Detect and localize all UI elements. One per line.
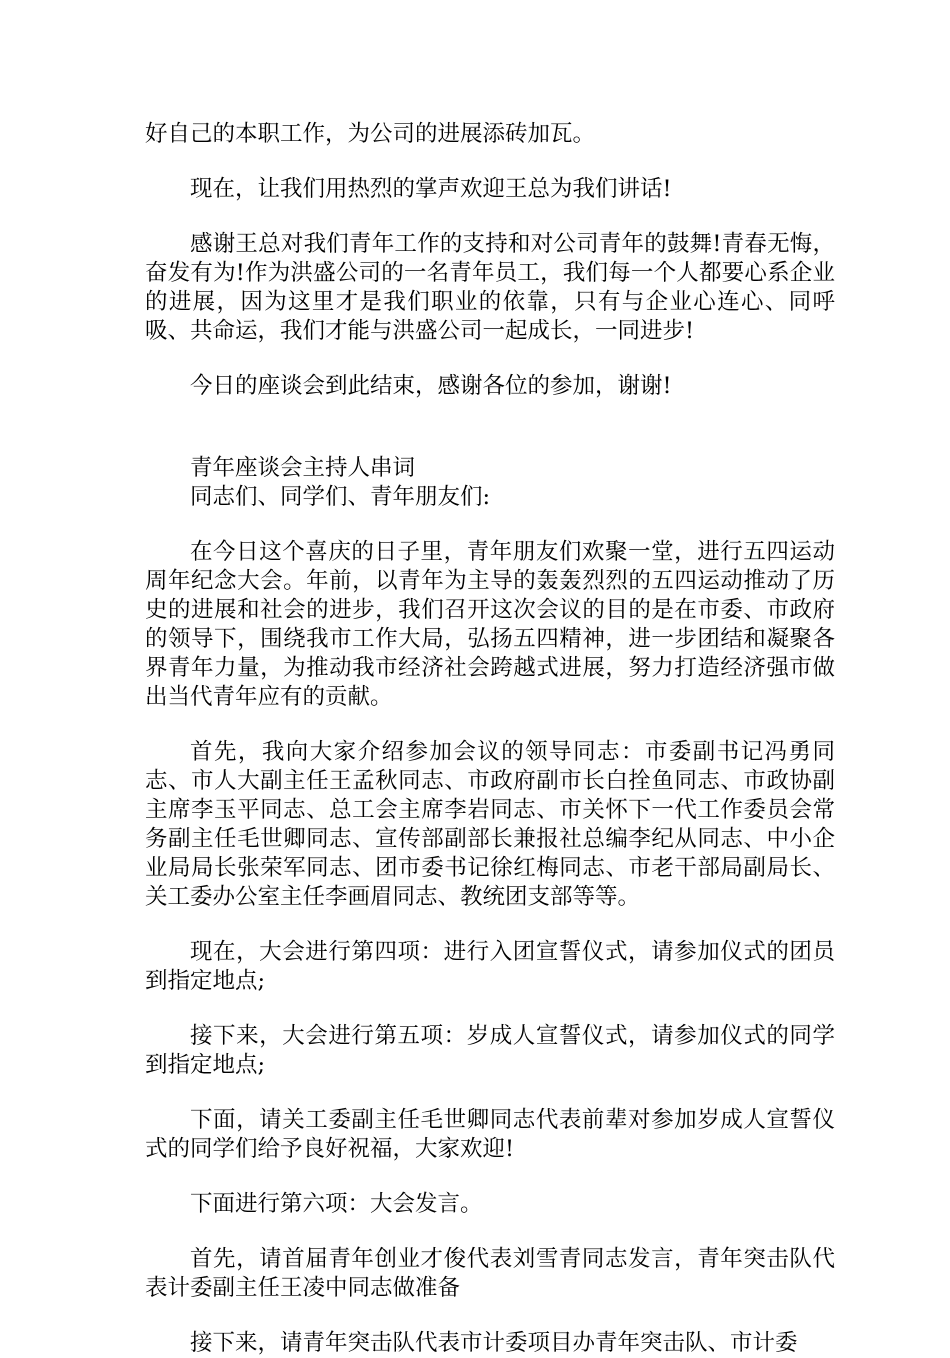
paragraph-introductions: 首先，我向大家介绍参加会议的领导同志：市委副书记冯勇同志、市人大副主任王孟秋同志、市政府副市长白拴鱼同志、市政协副主席李玉平同志、总工会主席李岩同志、市关怀下一代工作委员会常务副主任毛世卿同志、宣传部副部长兼报社总编李纪从同志、中小企业局局长张荣军同志、团市委书记徐红梅同志、市老干部局副局长、关工委办公室主任李画眉同志、教统团支部等等。: [145, 739, 835, 910]
paragraph-continuation: 好自己的本职工作，为公司的进展添砖加瓦。: [145, 121, 596, 147]
section-title: 青年座谈会主持人串词: [190, 455, 416, 481]
paragraph-opening: 在今日这个喜庆的日子里，青年朋友们欢聚一堂，进行五四运动周年纪念大会。年前，以青年为主导的轰轰烈烈的五四运动推动了历史的进展和社会的进步，我们召开这次会议的目的是在市委、市政府的领导下，围绕我市工作大局，弘扬五四精神，进一步团结和凝聚各界青年力量，为推动我市经济社会跨越式进展，努力打造经济强市做出当代青年应有的贡献。: [145, 539, 835, 710]
paragraph-first-speaker: 首先，请首届青年创业才俊代表刘雪青同志发言，青年突击队代表计委副主任王凌中同志做准备: [145, 1246, 835, 1301]
salutation: 同志们、同学们、青年朋友们:: [190, 484, 491, 510]
paragraph-blessing: 下面，请关工委副主任毛世卿同志代表前辈对参加岁成人宣誓仪式的同学们给予良好祝福，大家欢迎!: [145, 1107, 835, 1162]
paragraph-item-six: 下面进行第六项：大会发言。: [190, 1191, 483, 1217]
document-body: [145, 120, 835, 1358]
paragraph-next-speaker: 接下来，请青年突击队代表市计委项目办青年突击队、市计委: [190, 1330, 798, 1356]
paragraph-item-four: 现在，大会进行第四项：进行入团宣誓仪式，请参加仪式的团员到指定地点;: [145, 939, 835, 994]
paragraph-item-five: 接下来，大会进行第五项：岁成人宣誓仪式，请参加仪式的同学到指定地点;: [145, 1023, 835, 1078]
paragraph-welcome-speech: 现在，让我们用热烈的掌声欢迎王总为我们讲话!: [190, 176, 672, 202]
paragraph-thanks: 感谢王总对我们青年工作的支持和对公司青年的鼓舞!青春无悔，奋发有为!作为洪盛公司的一名青年员工，我们每一个人都要心系企业的进展，因为这里才是我们职业的依靠，只有与企业心连心、同呼吸、共命运，我们才能与洪盛公司一起成长，一同进步!: [145, 231, 835, 344]
paragraph-closing: 今日的座谈会到此结束，感谢各位的参加，谢谢!: [190, 373, 672, 399]
